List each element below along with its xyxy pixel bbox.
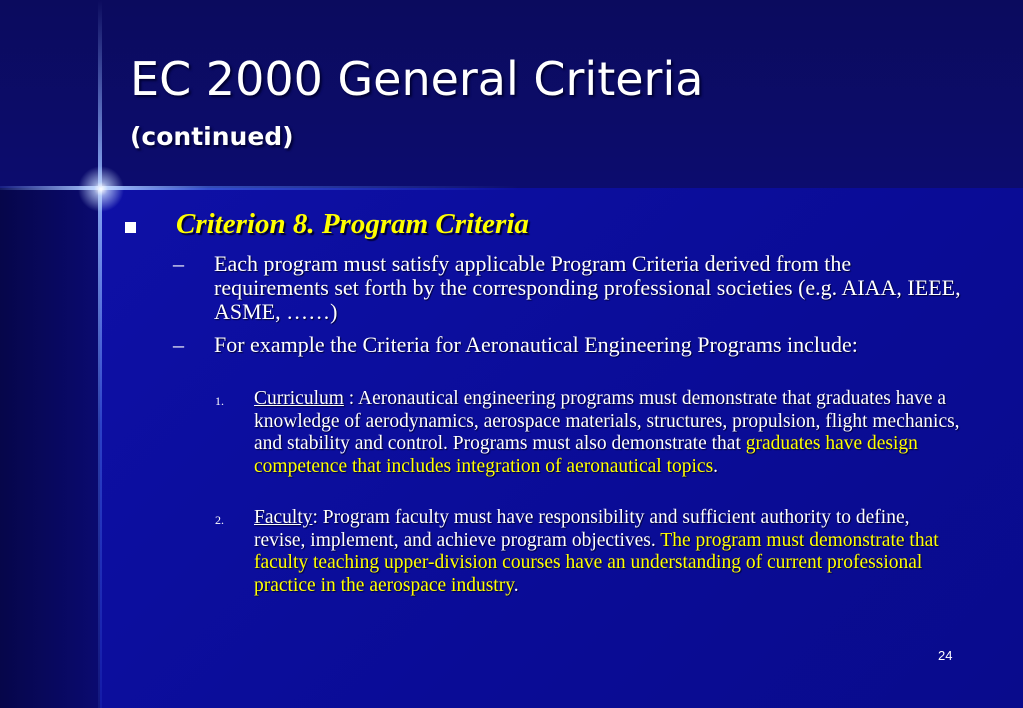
point-text-1: Each program must satisfy applicable Program Criteria derived from the requirements set forth by the corresponding professional societies (e.g. AIAA, IEEE, ASME, ……) — [214, 251, 961, 324]
faculty-tail: . — [513, 574, 519, 596]
sparkle-icon — [76, 164, 126, 214]
vertical-light-line — [98, 0, 102, 708]
square-bullet-icon — [125, 222, 136, 233]
faculty-highlight: The program must demonstrate that faculty teaching upper-division courses have an understanding of current professional practice in the aerospace industry — [254, 529, 939, 596]
item-curriculum — [254, 388, 964, 478]
page-number: 24 — [938, 648, 953, 663]
point-text-2: For example the Criteria for Aeronautical Engineering Programs include: — [214, 332, 858, 357]
dash-bullet-1: – — [173, 251, 184, 276]
curriculum-label: Curriculum — [254, 388, 344, 409]
slide-subtitle: (continued) — [130, 122, 294, 151]
item-number-1: 1. — [215, 394, 224, 408]
item-faculty — [254, 507, 964, 597]
faculty-text: : Program faculty must have responsibility and sufficient authority to define, revise, implement, and achieve program objectives. — [254, 507, 910, 551]
item-number-2: 2. — [215, 513, 224, 527]
curriculum-text: : Aeronautical engineering programs must demonstrate that graduates have a knowledge of aerodynamics, aerospace materials, structures, propulsion, flight mechanics, and stability and control. Programs must also demonstrate that — [254, 388, 960, 454]
slide-title: EC 2000 General Criteria — [130, 52, 704, 106]
faculty-label: Faculty — [254, 507, 313, 528]
criterion-heading: Criterion 8. Program Criteria — [176, 208, 529, 240]
dash-bullet-2: – — [173, 332, 184, 357]
curriculum-highlight: graduates have design competence that includes integration of aeronautical topics — [254, 433, 918, 477]
curriculum-tail: . — [713, 455, 719, 477]
